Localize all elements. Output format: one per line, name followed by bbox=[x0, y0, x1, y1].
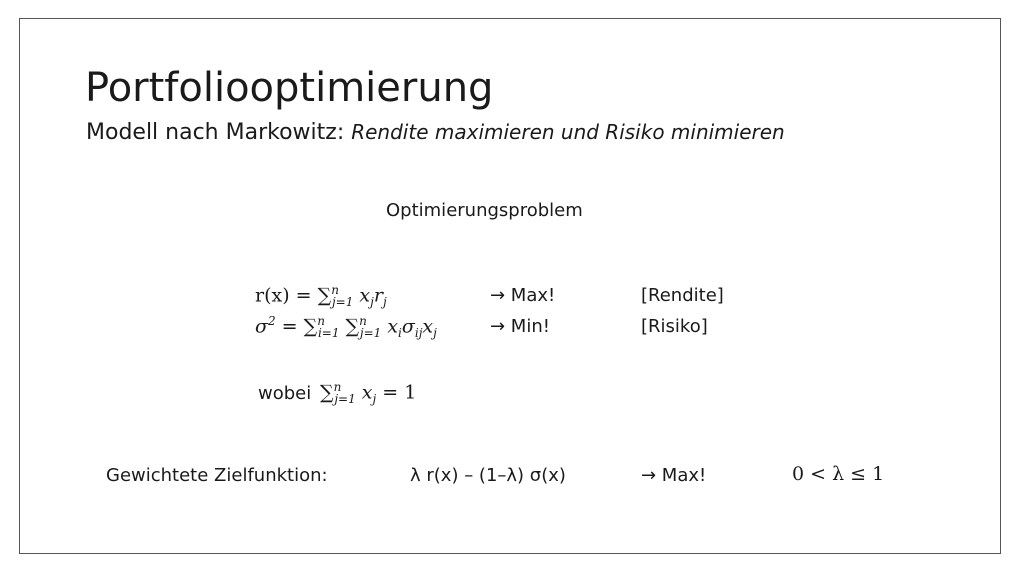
eq2-sum2: ∑ bbox=[345, 315, 360, 338]
eq2-sum1-sup: n bbox=[317, 314, 325, 328]
constraint-sum-sub: j=1 bbox=[334, 392, 356, 407]
eq2-term-sub: i bbox=[398, 326, 402, 341]
equation-return bbox=[255, 283, 387, 309]
eq2-note: [Risiko] bbox=[641, 316, 708, 337]
eq2-term: x bbox=[387, 315, 399, 338]
eq2-term2-sub: j bbox=[433, 326, 437, 341]
eq1-term-sub: j bbox=[370, 295, 374, 310]
subtitle-italic: Rendite maximieren und Risiko minimieren bbox=[351, 120, 785, 144]
eq1-sum: ∑ bbox=[317, 284, 332, 307]
eq1-lhs: r(x) = bbox=[255, 284, 312, 307]
constraint-sum: ∑ bbox=[320, 381, 334, 404]
equation-risk bbox=[255, 314, 437, 340]
eq2-sum2-sub: j=1 bbox=[359, 326, 382, 341]
eq1-note: [Rendite] bbox=[641, 285, 724, 306]
constraint-term: x bbox=[361, 381, 373, 404]
objective-arrow: → Max! bbox=[641, 465, 707, 486]
slide-subtitle bbox=[86, 118, 785, 147]
eq1-sum-sub: j=1 bbox=[331, 295, 354, 310]
eq2-sum1: ∑ bbox=[303, 315, 318, 338]
constraint-rhs: = 1 bbox=[382, 381, 417, 404]
slide-title: Portfoliooptimierung bbox=[85, 65, 494, 111]
constraint-label: wobei bbox=[258, 383, 312, 404]
eq1-arrow: → Max! bbox=[490, 285, 556, 306]
objective-formula: λ r(x) – (1–λ) σ(x) bbox=[410, 465, 566, 486]
subtitle-prefix: Modell nach Markowitz: bbox=[86, 120, 345, 145]
eq2-sigma: σ bbox=[401, 315, 415, 338]
eq2-sum2-sup: n bbox=[359, 314, 367, 328]
objective-label: Gewichtete Zielfunktion: bbox=[106, 465, 328, 486]
eq1-term2: r bbox=[373, 284, 383, 307]
eq2-sigma-sub: ij bbox=[414, 326, 423, 341]
constraint-term-sub: j bbox=[372, 392, 377, 407]
eq2-sum1-sub: i=1 bbox=[317, 326, 340, 341]
constraint-formula bbox=[320, 380, 416, 406]
eq2-term2: x bbox=[422, 315, 434, 338]
section-heading: Optimierungsproblem bbox=[386, 200, 583, 221]
eq1-term: x bbox=[359, 284, 371, 307]
eq2-lhs: σ bbox=[255, 315, 268, 338]
eq2-lhs-sup: 2 bbox=[267, 314, 276, 328]
eq1-term2-sub: j bbox=[382, 295, 387, 310]
eq2-arrow: → Min! bbox=[490, 316, 550, 337]
constraint-sum-sup: n bbox=[333, 380, 342, 394]
objective-range: 0 < λ ≤ 1 bbox=[792, 463, 885, 485]
eq1-sum-sup: n bbox=[331, 283, 339, 297]
eq2-eq: = bbox=[281, 315, 298, 338]
